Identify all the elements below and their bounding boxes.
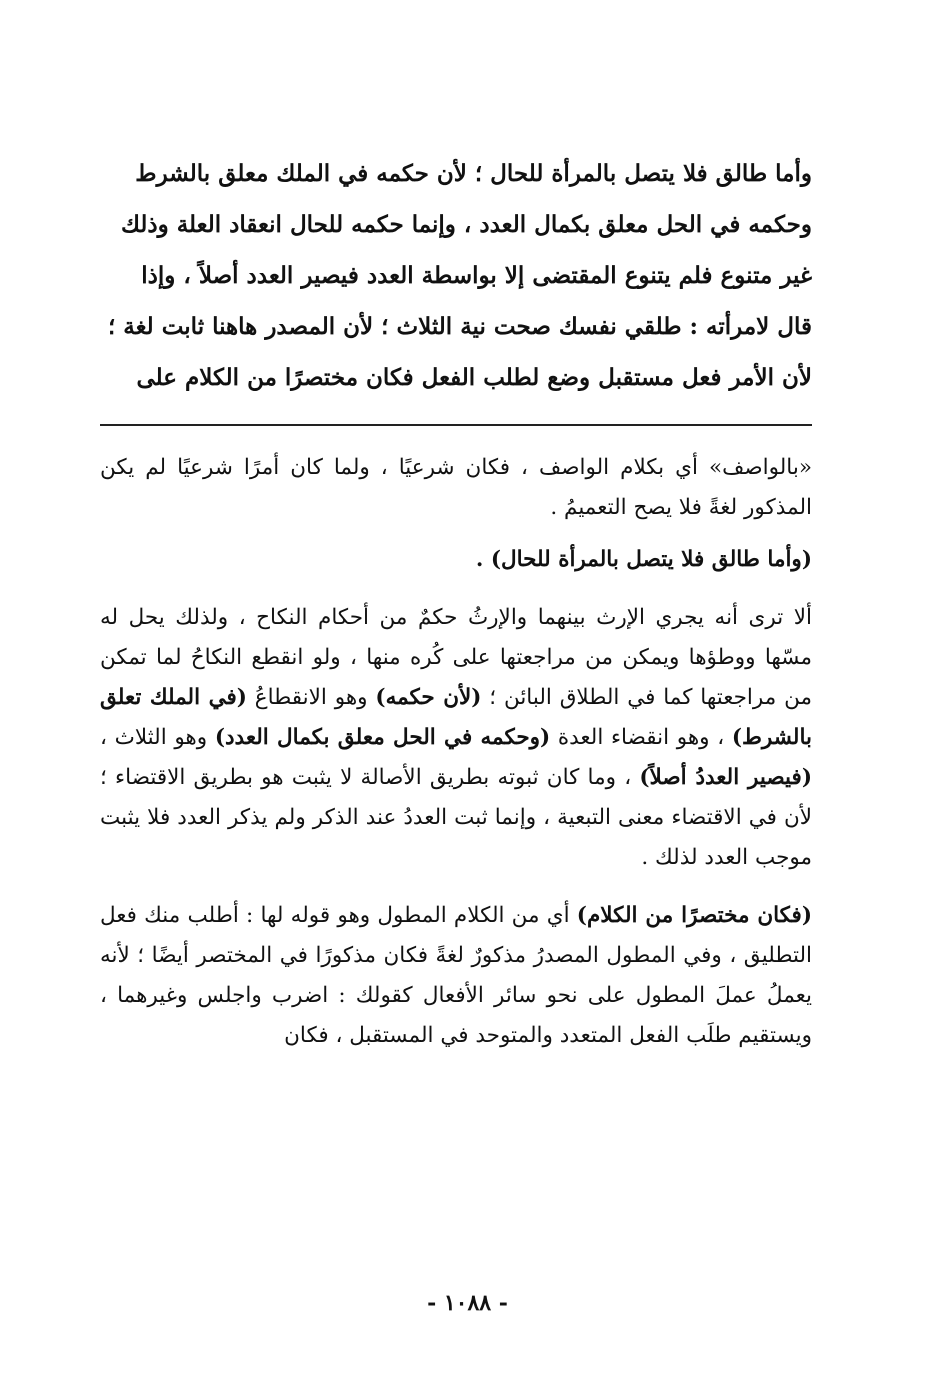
paragraph-text: أي من الكلام المطول وهو قوله لها : أطلب منك فعل التطليق ، وفي المطول المصدرُ مذكورٌ لغةً فكان مذكورًا في المختصر أيضًا ؛ لأنه يعملُ عملَ المطول على نحو سائر الأفعال كقولك : اضرب واجلس وغيرهما ، ويستقيم طلَب الفعل المتعدد والمتوحد في المستقبل ، فكان bbox=[100, 903, 812, 1048]
main-text-block bbox=[100, 148, 812, 403]
footnote-divider bbox=[100, 424, 812, 426]
commentary-paragraph: «بالواصف» أي بكلام الواصف ، فكان شرعيًا ، ولما كان أمرًا شرعيًا لم يكن المذكور لغةً فلا يصح التعميمُ . bbox=[100, 455, 812, 520]
paragraph-text: ، وهو انقضاء العدة bbox=[550, 725, 732, 750]
main-text-line: وحكمه في الحل معلق بكمال العدد ، وإنما حكمه للحال انعقاد العلة وذلك bbox=[120, 211, 812, 238]
paragraph-text: وهو الثلاث ، bbox=[100, 725, 215, 750]
commentary-block bbox=[100, 448, 812, 1074]
quoted-text: (لأن حكمه) bbox=[375, 685, 482, 710]
commentary-paragraph bbox=[100, 598, 812, 878]
commentary-paragraph bbox=[100, 896, 812, 1056]
paragraph-text: ، وما كان ثبوته بطريق الأصالة لا يثبت هو بطريق الاقتضاء ؛ لأن في الاقتضاء معنى التبعية ، وإنما ثبت العددُ عند الذكر ولم يذكر العدد فلا يثبت موجب العدد لذلك . bbox=[100, 765, 812, 870]
quoted-text: (وحكمه في الحل معلق بكمال العدد) bbox=[214, 725, 551, 750]
paragraph-text: ألا ترى أنه يجري الإرث بينهما والإرثُ حكمٌ من أحكام النكاح ، ولذلك يحل له مسّها ووطؤها ويمكن من مراجعتها على كُره منها ، ولو انقطع النكاحُ لما تمكن من مراجعتها كما في الطلاق البائن ؛ bbox=[100, 605, 812, 710]
commentary-heading bbox=[100, 540, 812, 580]
paragraph-text: وهو الانقطاعُ bbox=[246, 685, 376, 710]
quoted-text: (وأما طالق فلا يتصل بالمرأة للحال) . bbox=[475, 547, 812, 572]
quoted-text: (فيصير العددُ أصلاً) bbox=[639, 765, 812, 790]
page-number: - ١٠٨٨ - bbox=[427, 1290, 508, 1316]
quoted-text: (فكان مختصرًا من الكلام) bbox=[576, 903, 813, 928]
main-text-line: وأما طالق فلا يتصل بالمرأة للحال ؛ لأن حكمه في الملك معلق بالشرط bbox=[135, 160, 812, 187]
main-text-line: غير متنوع فلم يتنوع المقتضى إلا بواسطة العدد فيصير العدد أصلاً ، وإذا bbox=[141, 262, 812, 289]
quoted-text: (في الملك تعلق بالشرط) bbox=[100, 685, 812, 750]
main-text-line: قال لامرأته : طلقي نفسك صحت نية الثلاث ؛ لأن المصدر هاهنا ثابت لغة ؛ bbox=[107, 313, 812, 340]
main-text-line: لأن الأمر فعل مستقبل وضع لطلب الفعل فكان مختصرًا من الكلام على bbox=[136, 364, 812, 391]
